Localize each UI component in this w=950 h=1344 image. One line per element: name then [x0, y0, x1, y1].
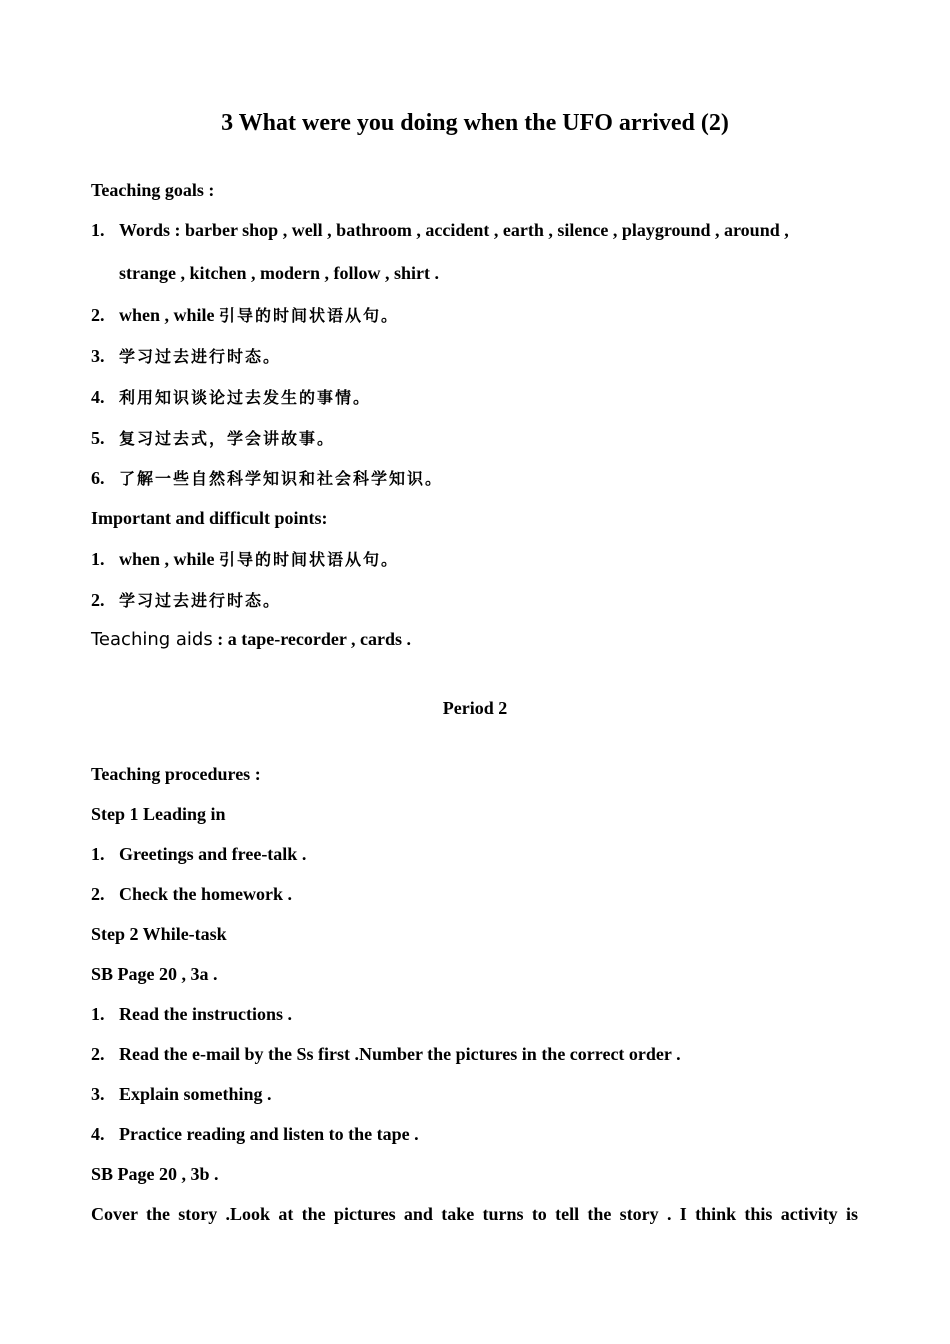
- goal-text-chinese: 复习过去式，学会讲故事。: [119, 429, 336, 448]
- teaching-aids: [91, 629, 411, 650]
- step-text: Read the instructions .: [119, 1004, 293, 1024]
- goal-text: Words : barber shop , well , bathroom , accident , earth , silence , playground , around ,: [119, 220, 789, 240]
- sb-page-3a: SB Page 20 , 3a .: [91, 964, 218, 984]
- point-number: 2.: [91, 590, 105, 610]
- goal-number: 6.: [91, 468, 105, 488]
- step-1-heading: Step 1 Leading in: [91, 804, 226, 824]
- goal-number: 4.: [91, 387, 105, 407]
- goal-item-5: [91, 426, 335, 449]
- goal-text-chinese: 引导的时间状语从句。: [219, 306, 400, 325]
- goal-item-6: [91, 466, 443, 489]
- step-text: Read the e-mail by the Ss first .Number the pictures in the correct order .: [119, 1044, 681, 1064]
- goal-item-2: [91, 303, 399, 326]
- step-number: 2.: [91, 1044, 105, 1064]
- important-points-heading: Important and difficult points:: [91, 508, 328, 528]
- step-2-item-2: [91, 1044, 681, 1065]
- goal-text-chinese: 利用知识谈论过去发生的事情。: [119, 388, 372, 407]
- teaching-goals-heading: Teaching goals :: [91, 180, 215, 200]
- sb-page-3b: SB Page 20 , 3b .: [91, 1164, 219, 1184]
- point-number: 1.: [91, 549, 105, 569]
- period-heading: Period 2: [442, 698, 508, 718]
- step-number: 4.: [91, 1124, 105, 1144]
- point-text-chinese: 学习过去进行时态。: [119, 591, 282, 610]
- goal-item-1: [91, 220, 789, 241]
- step-text: Check the homework .: [119, 884, 292, 904]
- step-number: 2.: [91, 884, 105, 904]
- procedures-heading: Teaching procedures :: [91, 764, 261, 784]
- goal-number: 3.: [91, 346, 105, 366]
- step-1-item-2: [91, 884, 292, 905]
- page-title: 3 What were you doing when the UFO arrived (2): [221, 110, 729, 136]
- step-2-item-3: [91, 1084, 272, 1105]
- step-1-item-1: [91, 844, 306, 865]
- teaching-aids-text: : a tape-recorder , cards .: [212, 629, 412, 649]
- step-text: Practice reading and listen to the tape .: [119, 1124, 419, 1144]
- goal-text-chinese: 了解一些自然科学知识和社会科学知识。: [119, 469, 444, 488]
- step-2-item-1: [91, 1004, 292, 1025]
- step-text: Greetings and free-talk .: [119, 844, 307, 864]
- cover-story-paragraph: Cover the story .Look at the pictures and take turns to tell the story . I think this activity is: [91, 1204, 858, 1224]
- goal-text: when , while: [119, 305, 220, 325]
- goal-item-3: [91, 344, 281, 367]
- goal-item-1-continued: strange , kitchen , modern , follow , shirt .: [119, 263, 439, 283]
- step-2-heading: Step 2 While-task: [91, 924, 227, 944]
- goal-text-chinese: 学习过去进行时态。: [119, 347, 282, 366]
- important-item-1: [91, 547, 399, 570]
- important-item-2: [91, 588, 281, 611]
- goal-number: 5.: [91, 428, 105, 448]
- step-text: Explain something .: [119, 1084, 272, 1104]
- goal-number: 1.: [91, 220, 105, 240]
- teaching-aids-label: Teaching aids: [91, 629, 213, 650]
- step-number: 3.: [91, 1084, 105, 1104]
- goal-number: 2.: [91, 305, 105, 325]
- goal-item-4: [91, 385, 371, 408]
- step-number: 1.: [91, 1004, 105, 1024]
- point-text: when , while: [119, 549, 220, 569]
- step-number: 1.: [91, 844, 105, 864]
- step-2-item-4: [91, 1124, 419, 1145]
- point-text-chinese: 引导的时间状语从句。: [219, 550, 400, 569]
